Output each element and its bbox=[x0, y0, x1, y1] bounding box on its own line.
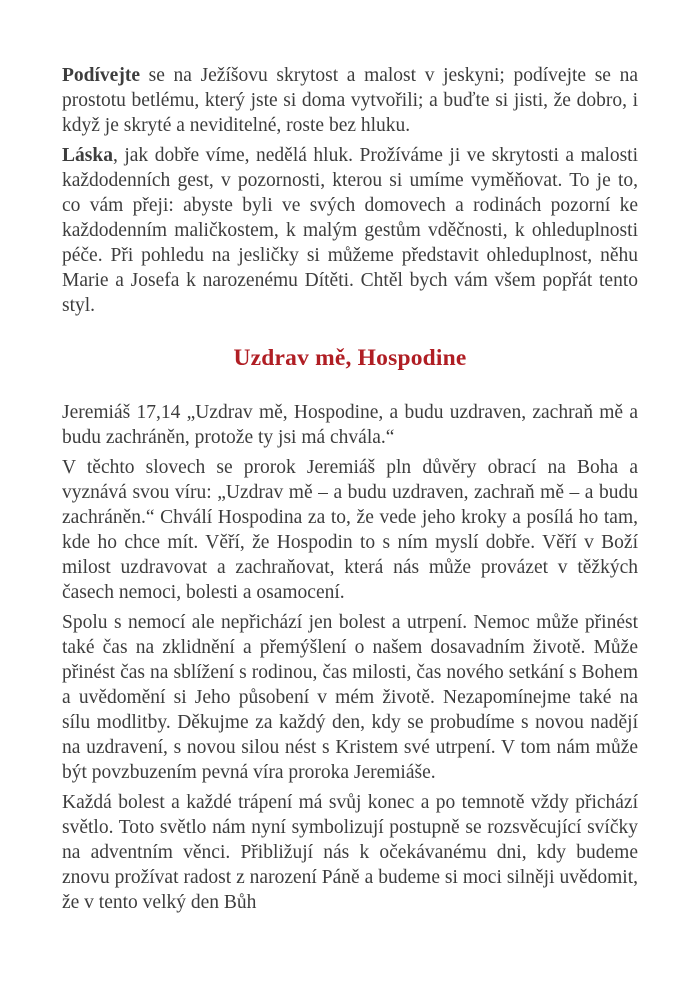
paragraph-text: se na Ježíšovu skrytost a malost v jeskyni; podívejte se na prostotu betlému, který jste si doma vytvořili; a buďte si jisti, že dobro, i když je skryté a neviditelné, roste bez hluku. bbox=[62, 65, 638, 136]
paragraph bbox=[62, 143, 638, 318]
paragraph bbox=[62, 790, 638, 915]
paragraph-text: , jak dobře víme, nedělá hluk. Prožíváme ji ve skrytosti a malosti každodenních gest, v pozornosti, kterou si umíme vyměňovat. To je to, co vám přeji: abyste byli ve svých domovech a rodinách pozorní ke každodenním maličkostem, k malým gestům vděčnosti, k ohleduplnosti péče. Při pohledu na jesličky si můžeme představit ohleduplnost, něhu Marie a Josefa k narozenému Dítěti. Chtěl bych vám všem popřát tento styl. bbox=[62, 145, 638, 316]
paragraph-text: Jeremiáš 17,14 „Uzdrav mě, Hospodine, a budu uzdraven, zachraň mě a budu zachráněn, protože ty jsi má chvála.“ bbox=[62, 402, 638, 448]
paragraph bbox=[62, 610, 638, 785]
paragraph-lead: Podívejte bbox=[62, 65, 140, 86]
paragraph bbox=[62, 455, 638, 605]
paragraph bbox=[62, 400, 638, 450]
paragraph-text: Každá bolest a každé trápení má svůj konec a po temnotě vždy přichází světlo. Toto světlo nám nyní symbolizují postupně se rozsvěcující svíčky na adventním věnci. Přibližují nás k očekávanému dni, kdy budeme znovu prožívat radost z narození Páně a budeme si moci silněji uvědomit, že v tento velký den Bůh bbox=[62, 792, 638, 913]
paragraph-text: V těchto slovech se prorok Jeremiáš pln důvěry obrací na Boha a vyznává svou víru: „Uzdrav mě – a budu uzdraven, zachraň mě – a budu zachráněn.“ Chválí Hospodina za to, že vede jeho kroky a posílá ho tam, kde ho chce mít. Věří, že Hospodin to s ním myslí dobře. Věří v Boží milost uzdravovat a zachraňovat, která nás může provázet v těžkých časech nemoci, bolesti a osamocení. bbox=[62, 457, 638, 603]
paragraph-text: Spolu s nemocí ale nepřichází jen bolest a utrpení. Nemoc může přinést také čas na zklidnění a přemýšlení o našem dosavadním životě. Může přinést čas na sblížení s rodinou, čas milosti, čas nového setkání s Bohem a uvědomění si Jeho působení v mém životě. Nezapomínejme také na sílu modlitby. Děkujme za každý den, kdy se probudíme s novou nadějí na uzdravení, s novou silou nést s Kristem své utrpení. V tom nám může být povzbuzením pevná víra proroka Jeremiáše. bbox=[62, 612, 638, 783]
paragraph-lead: Láska bbox=[62, 145, 113, 166]
section-heading: Uzdrav mě, Hospodine bbox=[233, 345, 467, 371]
paragraph bbox=[62, 63, 638, 138]
